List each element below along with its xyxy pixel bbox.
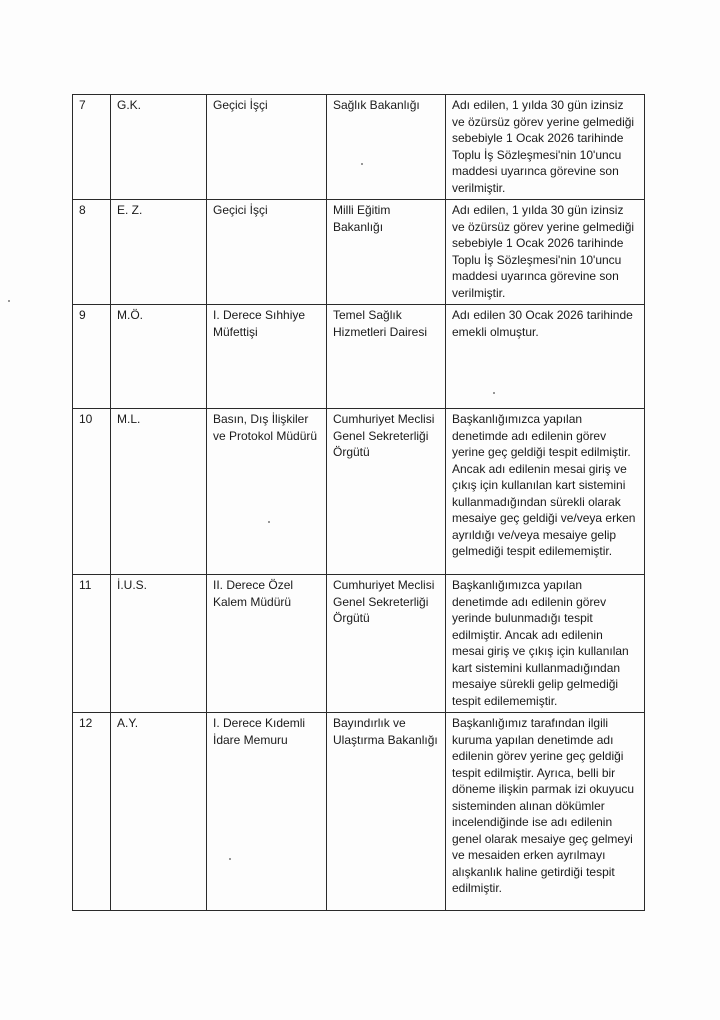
scan-speck [268,521,270,523]
job-title: Basın, Dış İlişkiler ve Protokol Müdürü [207,409,327,575]
description: Adı edilen, 1 yılda 30 gün izinsiz ve özürsüz görev yerine gelmediği sebebiyle 1 Ocak 2026 tarihinde Toplu İş Sözleşmesi'nin 10'uncu maddesi uyarınca görevine son verilmiştir. [446,200,645,305]
description: Adı edilen 30 Ocak 2026 tarihinde emekli olmuştur. [446,305,645,409]
table-row [73,200,645,305]
job-title: Geçici İşçi [207,200,327,305]
table-row [73,409,645,575]
job-title: I. Derece Sıhhiye Müfettişi [207,305,327,409]
institution: Bayındırlık ve Ulaştırma Bakanlığı [327,713,446,911]
institution: Temel Sağlık Hizmetleri Dairesi [327,305,446,409]
description: Adı edilen, 1 yılda 30 gün izinsiz ve özürsüz görev yerine gelmediği sebebiyle 1 Ocak 2026 tarihinde Toplu İş Sözleşmesi'nin 10'uncu maddesi uyarınca görevine son verilmiştir. [446,95,645,200]
row-number: 7 [73,95,111,200]
person-initials: İ.U.S. [111,575,207,713]
institution: Cumhuriyet Meclisi Genel Sekreterliği Örgütü [327,409,446,575]
table-row [73,713,645,911]
job-title: II. Derece Özel Kalem Müdürü [207,575,327,713]
scan-speck [229,858,231,860]
person-initials: M.Ö. [111,305,207,409]
row-number: 9 [73,305,111,409]
table-row [73,305,645,409]
job-title: Geçici İşçi [207,95,327,200]
row-number: 12 [73,713,111,911]
job-title: I. Derece Kıdemli İdare Memuru [207,713,327,911]
institution: Sağlık Bakanlığı [327,95,446,200]
scan-speck [361,163,363,165]
row-number: 11 [73,575,111,713]
person-initials: A.Y. [111,713,207,911]
description: Başkanlığımızca yapılan denetimde adı edilenin görev yerinde bulunmadığı tespit edilmiştir. Ancak adı edilenin mesai giriş ve çıkış için kullanılan kart sistemini kullanmadığından mesaiye sürekli gelip gelmediği tespit edilememiştir. [446,575,645,713]
scan-speck [493,392,495,394]
row-number: 10 [73,409,111,575]
person-initials: G.K. [111,95,207,200]
scan-speck [8,300,10,302]
person-initials: M.L. [111,409,207,575]
table-row [73,575,645,713]
institution: Cumhuriyet Meclisi Genel Sekreterliği Örgütü [327,575,446,713]
description: Başkanlığımız tarafından ilgili kuruma yapılan denetimde adı edilenin görev yerine geç geldiği tespit edilmiştir. Ayrıca, belli bir döneme ilişkin parmak izi okuyucu sisteminden alınan dökümler incelendiğinde ise adı edilenin genel olarak mesaiye geç gelmeyi ve mesaiden erken ayrılmayı alışkanlık haline getirdiği tespit edilmiştir. [446,713,645,911]
records-table [72,94,645,911]
description: Başkanlığımızca yapılan denetimde adı edilenin görev yerine geç geldiği tespit edilmiştir. Ancak adı edilenin mesai giriş ve çıkış için kullanılan kart sistemini kullanmadığından sürekli olarak mesaiye geç geldiği ve/veya erken ayrıldığı ve/veya mesaiye gelip gelmediği tespit edilememiştir. [446,409,645,575]
table-row [73,95,645,200]
institution: Milli Eğitim Bakanlığı [327,200,446,305]
person-initials: E. Z. [111,200,207,305]
row-number: 8 [73,200,111,305]
